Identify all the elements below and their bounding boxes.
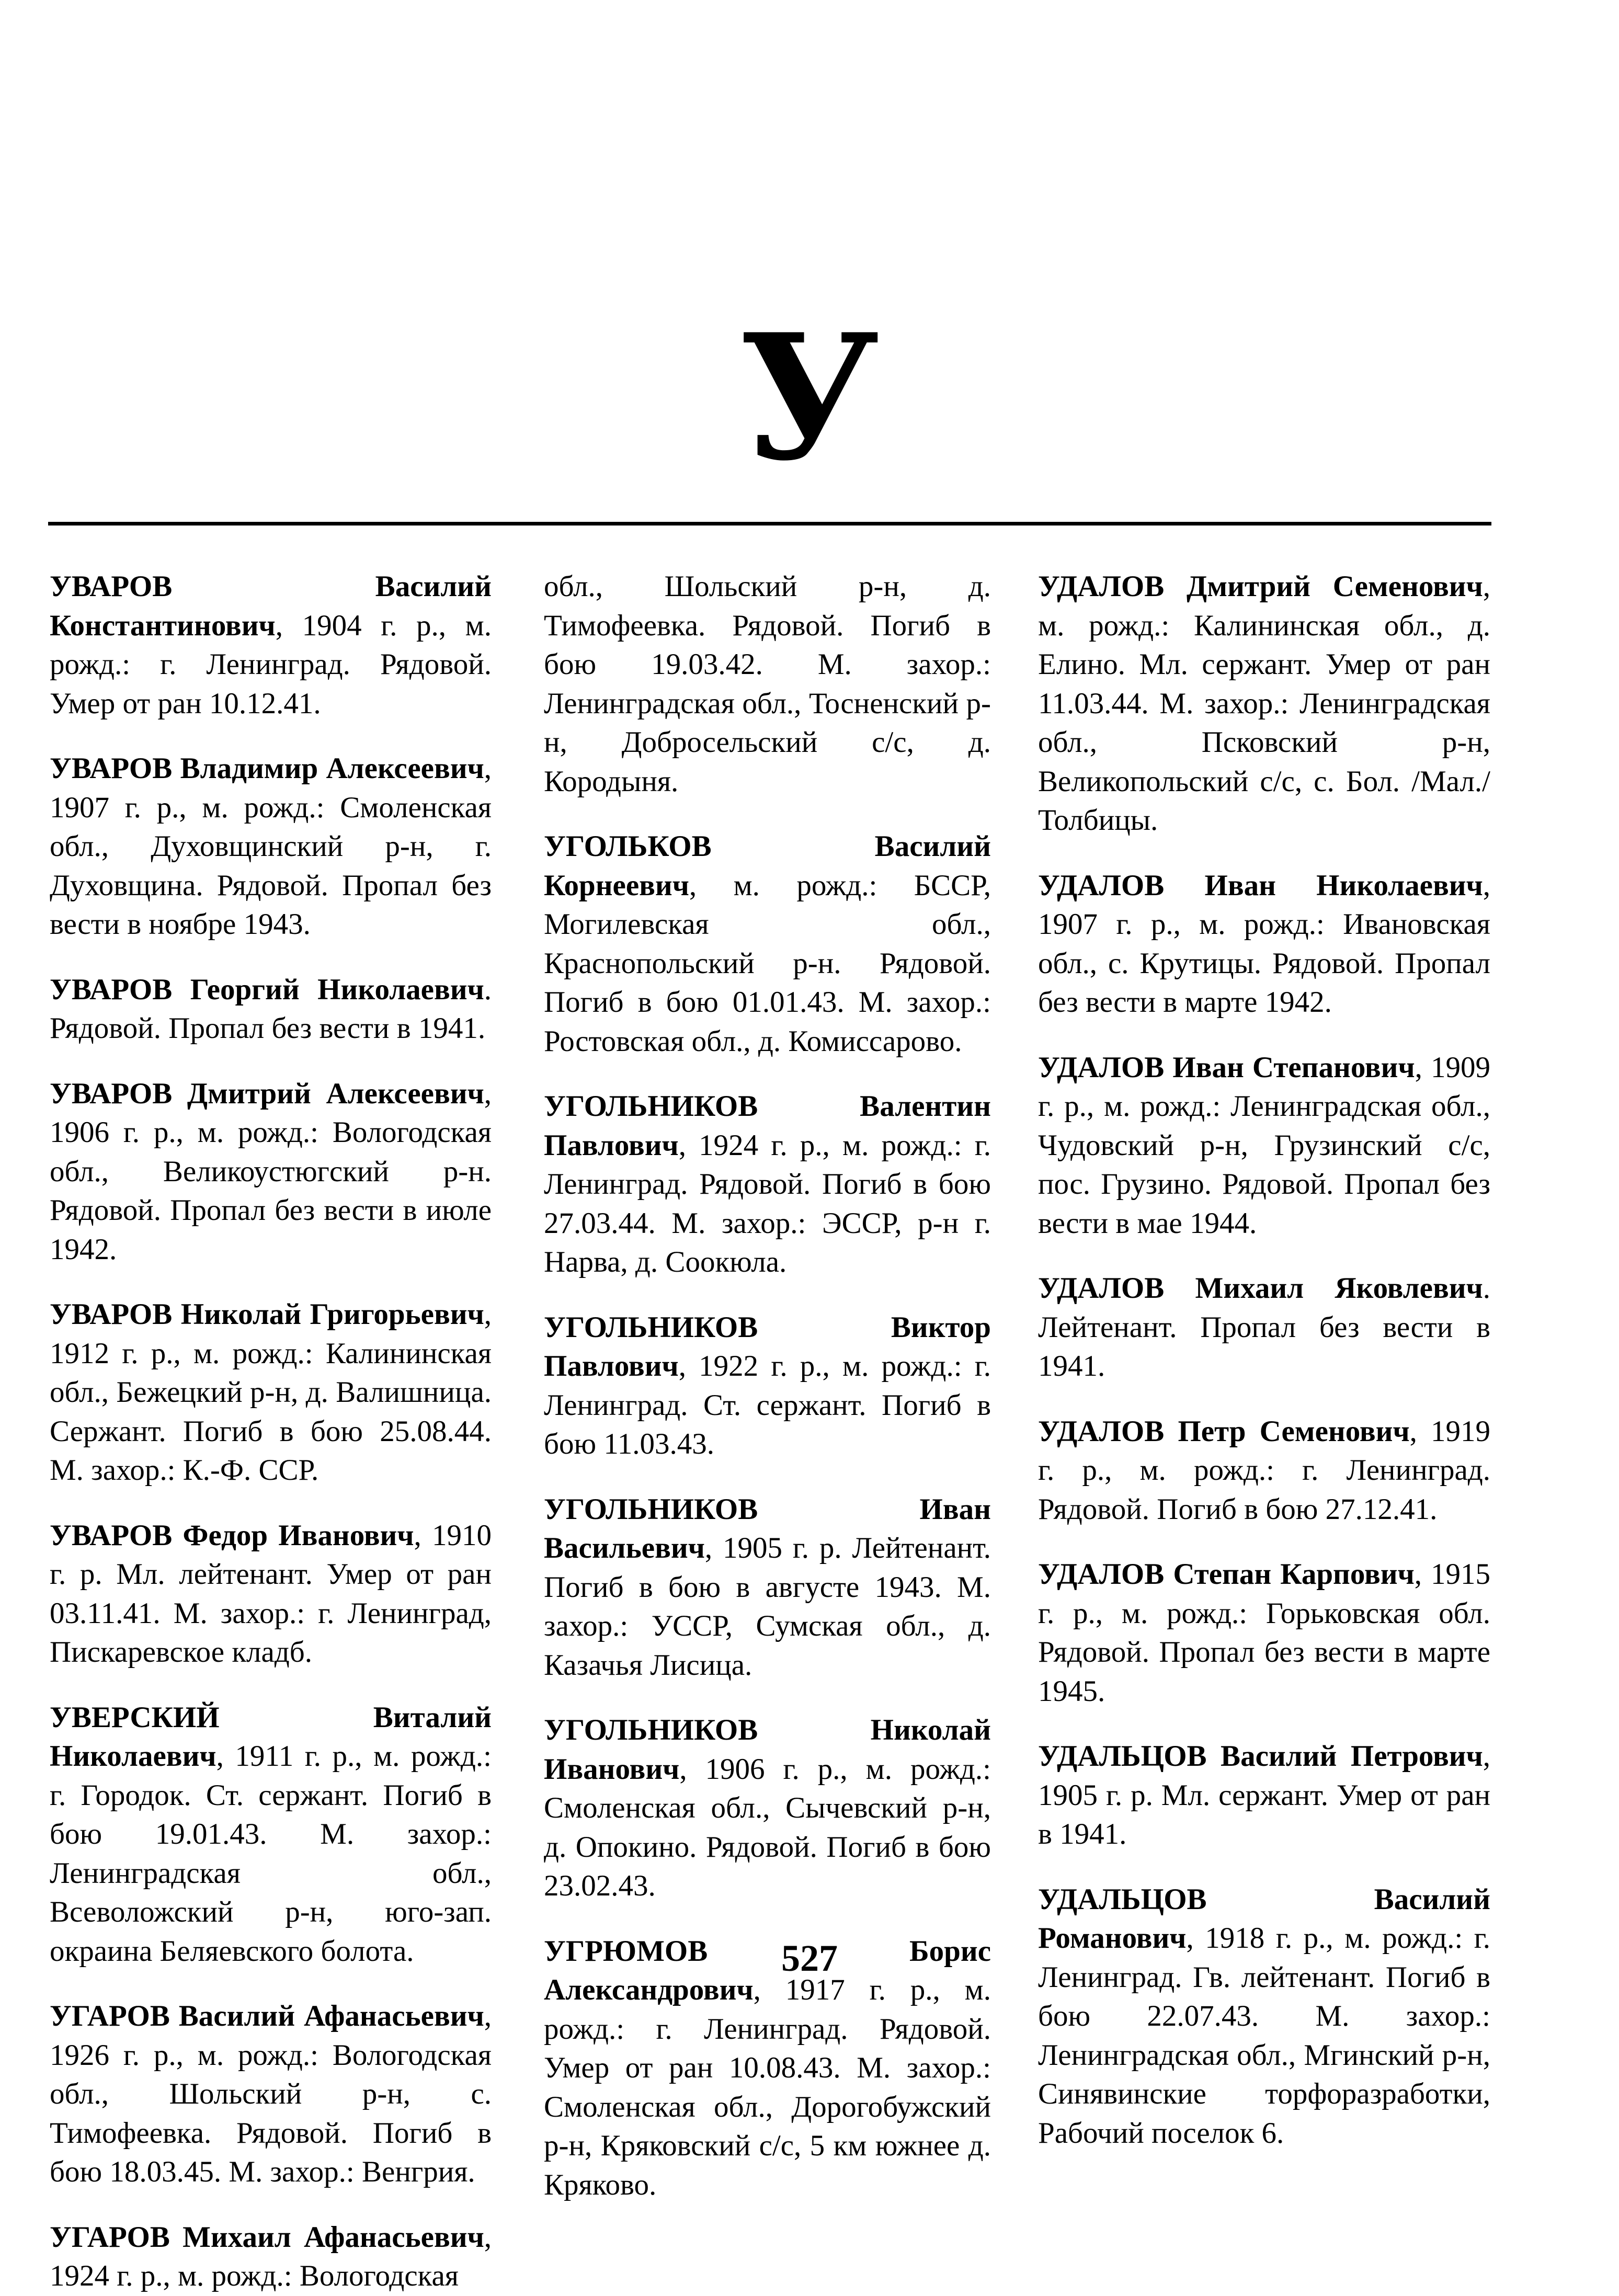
entry [1038,1269,1490,1386]
entry-given-name: Борис Александрович [544,1934,991,2006]
entry-surname: УГРЮМОВ [544,1934,708,1968]
entry [544,1711,991,1906]
entry-surname: УВАРОВ [50,1298,173,1331]
entry-surname: УВАРОВ [50,1077,173,1110]
entry [1038,1555,1490,1711]
entry [544,1308,991,1464]
entry-surname: УВАРОВ [50,752,173,785]
entry [50,970,492,1048]
entry-surname: УДАЛОВ [1038,1414,1165,1448]
entry-given-name: Дмитрий Алексеевич [187,1077,484,1110]
entry-surname: УДАЛОВ [1038,570,1165,603]
entry-surname: УГОЛЬНИКОВ [544,1492,758,1526]
entry-details: , 1915 г. р., м. рожд.: Горьковская обл. Рядовой. Пропал без вести в марте 1945. [1038,1558,1490,1708]
entry [544,1087,991,1282]
entry-surname: УГОЛЬНИКОВ [544,1714,758,1746]
entry [50,749,492,944]
entry-surname: УВЕРСКИЙ [50,1700,220,1734]
entry-surname: УГОЛЬНИКОВ [544,1090,758,1123]
entry-surname: УГАРОВ [50,2220,170,2254]
entry-details: , м. рожд.: Калининская обл., д. Елино. Мл. сержант. Умер от ран 11.03.44. М. захор.: Ленинградская обл., Псковский р-н, Великопольский с/с, с. Бол. /Мал./ Толбицы. [1038,570,1490,837]
entry [50,1997,492,2192]
entry-details: , 1909 г. р., м. рожд.: Ленинградская обл., Чудовский р-н, Грузинский с/с, пос. Грузино. Рядовой. Пропал без вести в мае 1944. [1038,1050,1491,1240]
entry-given-name: Дмитрий Семенович [1187,570,1483,603]
header-rule [48,522,1491,526]
column-3 [1038,567,1491,2150]
entry-details: , 1926 г. р., м. рожд.: Вологодская обл., Шольский р-н, с. Тимофеевка. Рядовой. Погиб в бою 18.03.45. М. захор.: Венгрия. [50,2000,492,2188]
entry-given-name: Василий Константинович [50,570,492,642]
entry-given-name: Николай Иванович [544,1714,991,1786]
entry [1038,866,1490,1022]
entry-surname: УДАЛОВ [1038,1558,1165,1591]
entry-details: , 1911 г. р., м. рожд.: г. Городок. Ст. сержант. Погиб в бою 19.01.43. М. захор.: Ленинградская обл., Всеволожский р-н, юго-зап. окраина Беляевского болота. [50,1740,492,1968]
entry-details: , 1919 г. р., м. рожд.: г. Ленинград. Рядовой. Погиб в бою 27.12.41. [1038,1414,1491,1526]
entry-details: , 1907 г. р., м. рожд.: Смоленская обл., Духовщинский р-н, г. Духовщина. Рядовой. Пропал без вести в ноябре 1943. [50,752,492,941]
entry-given-name: Валентин Павлович [544,1090,991,1162]
entry-surname: УГАРОВ [50,2000,170,2032]
entry-given-name: Василий Романович [1038,1882,1490,1955]
entry-surname: УГОЛЬНИКОВ [544,1310,758,1344]
entry-details: , 1924 г. р., м. рожд.: г. Ленинград. Рядовой. Погиб в бою 27.03.44. М. захор.: ЭССР, р-н г. Нарва, д. Соокюла. [544,1128,991,1278]
entry [50,1516,492,1672]
entry [544,827,991,1061]
entry-given-name: Степан Карпович [1173,1558,1415,1591]
entry-details: , 1906 г. р., м. рожд.: Вологодская обл., Великоустюгский р-н. Рядовой. Пропал без вести в июле 1942. [50,1077,492,1266]
entry-given-name: Михаил Яковлевич [1195,1272,1483,1305]
entry-details: , 1906 г. р., м. рожд.: Смоленская обл., Сычевский р-н, д. Опокино. Рядовой. Погиб в бою 23.02.43. [544,1752,991,1902]
entry-details: , 1922 г. р., м. рожд.: г. Ленинград. Ст. сержант. Погиб в бою 11.03.43. [544,1350,991,1460]
entry-given-name: Георгий Николаевич [190,973,484,1006]
entry-given-name: Виталий Николаевич [50,1700,492,1773]
column-1 [50,567,492,2292]
entry [1038,1737,1490,1854]
entry-details: , 1918 г. р., м. рожд.: г. Ленинград. Гв. лейтенант. Погиб в бою 22.07.43. М. захор.: Ленинградская обл., Мгинский р-н, Синявинские торфоразработки, Рабочий поселок 6. [1038,1922,1490,2150]
entry-surname: УДАЛЬЦОВ [1038,1740,1207,1773]
entry-given-name: Федор Иванович [183,1518,414,1552]
entry [1038,1048,1490,1243]
entry-given-name: Василий Петрович [1221,1740,1483,1773]
entry-surname: УДАЛОВ [1038,1050,1165,1084]
entry-given-name: Василий Корнеевич [544,830,991,902]
entry [1038,1412,1490,1529]
entry-surname: УДАЛОВ [1038,869,1165,902]
entry-details: , м. рожд.: БССР, Могилевская обл., Краснопольский р-н. Рядовой. Погиб в бою 01.01.43. М. захор.: Ростовская обл., д. Комиссарово. [544,869,991,1058]
entry-given-name: Михаил Афанасьевич [183,2220,484,2254]
entry-details: , 1924 г. р., м. рожд.: Вологодская [50,2220,492,2292]
entry-given-name: Петр Семенович [1178,1414,1410,1448]
entry [50,567,492,723]
entry-surname: УВАРОВ [50,1518,173,1552]
entry-surname: УВАРОВ [50,570,173,603]
entry-given-name: Иван Васильевич [544,1492,991,1564]
entry [50,1698,492,1971]
entry-details: . Рядовой. Пропал без вести в 1941. [50,973,492,1045]
entry-continuation: обл., Шольский р-н, д. Тимофеевка. Рядовой. Погиб в бою 19.03.42. М. захор.: Ленинградская обл., Тосненский р-н, Добросельский с/с, д. Кородыня. [544,570,991,798]
entry-details: , 1912 г. р., м. рожд.: Калининская обл., Бежецкий р-н, д. Валишница. Сержант. Погиб в бою 25.08.44. М. захор.: К.-Ф. ССР. [50,1298,492,1487]
entry-given-name: Николай Григорьевич [180,1298,484,1331]
entry-given-name: Василий Афанасьевич [178,2000,484,2032]
entry [50,1075,492,1270]
entry-details: . Лейтенант. Пропал без вести в 1941. [1038,1272,1490,1383]
entry-given-name: Владимир Алексеевич [180,752,484,785]
entry-given-name: Иван Николаевич [1204,869,1483,902]
entry-details: , 1904 г. р., м. рожд.: г. Ленинград. Рядовой. Умер от ран 10.12.41. [50,609,492,720]
entry-details: , 1905 г. р. Мл. сержант. Умер от ран в 1941. [1038,1740,1490,1850]
entry [1038,567,1490,840]
entry-details: , 1910 г. р. Мл. лейтенант. Умер от ран 03.11.41. М. захор.: г. Ленинград, Пискаревское кладб. [50,1518,492,1669]
entry-details: , 1905 г. р. Лейтенант. Погиб в бою в августе 1943. М. захор.: УССР, Сумская обл., д. Казачья Лисица. [544,1532,991,1682]
entry-surname: УВАРОВ [50,973,173,1006]
entry-given-name: Виктор Павлович [544,1310,991,1383]
entry-given-name: Иван Степанович [1172,1050,1415,1084]
entry [1038,1880,1490,2153]
entry [544,1490,991,1685]
section-letter: У [739,296,880,499]
entry-surname: УГОЛЬКОВ [544,830,712,863]
entry-details: , 1917 г. р., м. рожд.: г. Ленинград. Рядовой. Умер от ран 10.08.43. М. захор.: Смоленская обл., Дорогобужский р-н, Кряковский с/с, 5 км южнее д. Кряково. [544,1973,991,2201]
page-number: 527 [781,1937,838,1979]
entry-details: , 1907 г. р., м. рожд.: Ивановская обл., с. Крутицы. Рядовой. Пропал без вести в марте 1942. [1038,869,1490,1019]
entry-surname: УДАЛЬЦОВ [1038,1882,1207,1916]
entry [50,1295,492,1490]
entry [50,2218,492,2296]
entry-surname: УДАЛОВ [1038,1272,1165,1305]
